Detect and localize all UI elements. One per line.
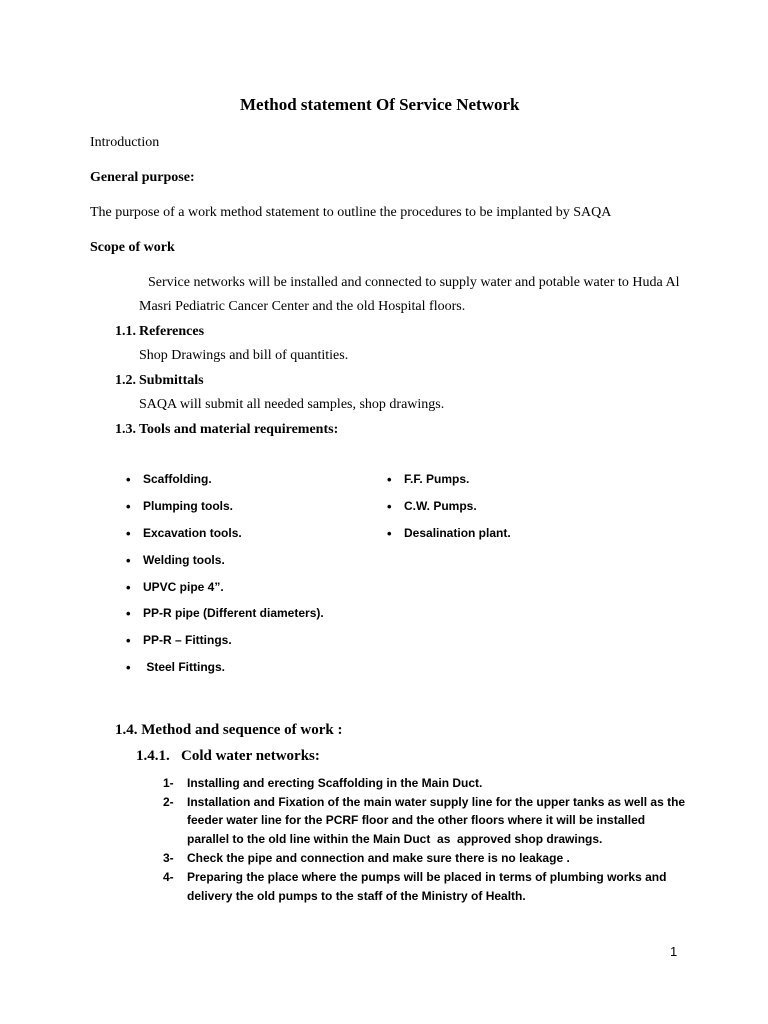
step-text: delivery the old pumps to the staff of the Ministry of Health. (187, 889, 526, 903)
section-1-2-title: Submittals (139, 373, 204, 388)
section-1-4-1-title: Cold water networks: (181, 748, 320, 764)
step-text: feeder water line for the PCRF floor and the other floors where it will be installed (187, 813, 646, 827)
section-1-1-title: References (139, 324, 205, 339)
section-1-1-number: 1.1. (115, 324, 136, 339)
step-text: Installation and Fixation of the main water supply line for the upper tanks as well as the (187, 795, 686, 809)
scope-heading: Scope of work (90, 240, 175, 255)
scope-paragraph-line-2: Masri Pediatric Cancer Center and the old Hospital floors. (139, 299, 466, 314)
step-text: Preparing the place where the pumps will be placed in terms of plumbing works and (187, 870, 667, 884)
section-1-4-1-number: 1.4.1. (136, 748, 170, 764)
scope-paragraph-line-1: Service networks will be installed and connected to supply water and potable water to Huda Al (148, 275, 680, 290)
tool-list-item: • C.W. Pumps. (404, 499, 477, 513)
section-1-2-number: 1.2. (115, 373, 136, 388)
tool-list-item: • F.F. Pumps. (404, 472, 469, 486)
step-text: Check the pipe and connection and make sure there is no leakage . (187, 851, 570, 865)
section-1-3-number: 1.3. (115, 422, 136, 437)
tool-list-item: • UPVC pipe 4”. (143, 580, 224, 594)
section-1-4-heading: 1.4. Method and sequence of work : (115, 722, 343, 738)
step-number: 4- (163, 870, 174, 884)
tool-list-item: • PP-R – Fittings. (143, 633, 232, 647)
tool-list-item: • Desalination plant. (404, 526, 511, 540)
tool-list-item: • Welding tools. (143, 553, 225, 567)
introduction-label: Introduction (90, 135, 160, 150)
step-text: parallel to the old line within the Main Duct as approved shop drawings. (187, 832, 603, 846)
document-title: Method statement Of Service Network (240, 95, 520, 114)
step-text: Installing and erecting Scaffolding in the Main Duct. (187, 776, 483, 790)
page-number: 1 (670, 944, 678, 959)
tool-list-item: • Steel Fittings. (143, 660, 225, 674)
section-1-2-text: SAQA will submit all needed samples, shop drawings. (139, 397, 445, 412)
tool-list-item: • Scaffolding. (143, 472, 212, 486)
general-purpose-heading: General purpose: (90, 170, 195, 185)
purpose-paragraph: The purpose of a work method statement to outline the procedures to be implanted by SAQA (90, 205, 612, 220)
step-number: 3- (163, 851, 174, 865)
step-number: 2- (163, 795, 174, 809)
tool-list-item: • Plumping tools. (143, 499, 233, 513)
section-1-3-title: Tools and material requirements: (139, 422, 339, 437)
tool-list-item: • Excavation tools. (143, 526, 242, 540)
step-number: 1- (163, 776, 174, 790)
section-1-1-text: Shop Drawings and bill of quantities. (139, 348, 349, 363)
tool-list-item: • PP-R pipe (Different diameters). (143, 606, 324, 620)
